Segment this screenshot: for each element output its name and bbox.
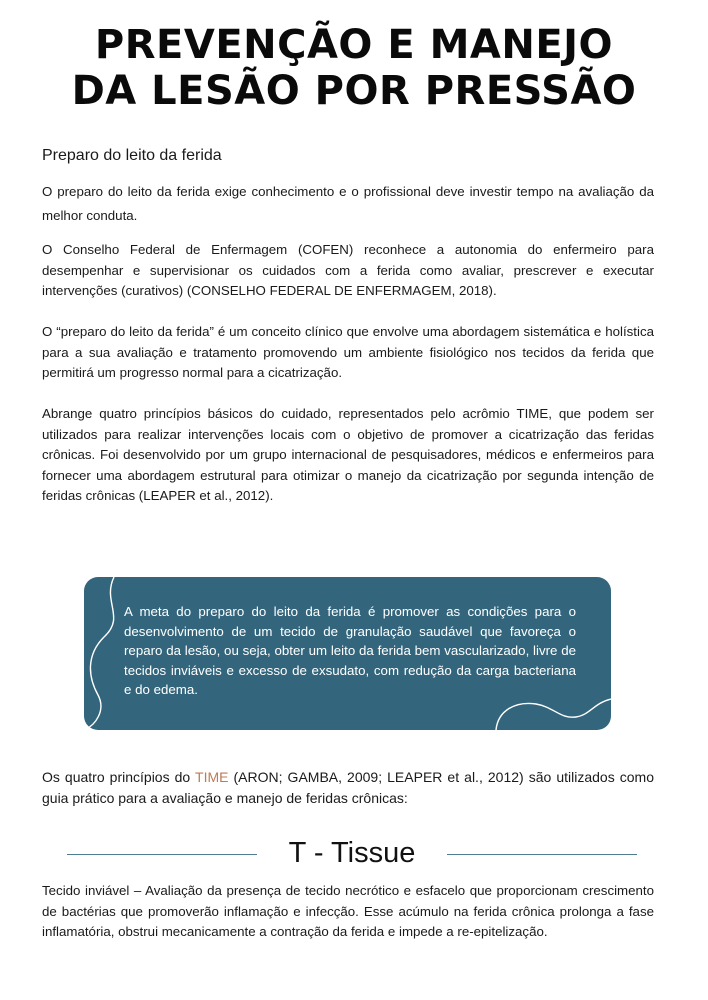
principles-intro-after: (ARON; GAMBA, 2009; LEAPER et al., 2012) são utilizados como guia prático para a avaliação e manejo de feridas crônicas: — [42, 769, 654, 806]
heading-divider-left — [67, 854, 257, 855]
page-title-line-1: PREVENÇÃO E MANEJO — [94, 22, 614, 68]
section-subheading: Preparo do leito da ferida — [42, 147, 222, 164]
page-title-line-2: DA LESÃO POR PRESSÃO — [71, 68, 637, 114]
time-highlight: TIME — [195, 769, 229, 785]
paragraph-time: Abrange quatro princípios básicos do cuidado, representados pelo acrômio TIME, que podem ser utilizados para realizar intervenções locais com o objetivo de promover a cicatrização das feridas crônicas. Foi desenvolvido por um grupo internacional de pesquisadores, médicos e enfermeiros para fornecer uma abordagem estrutural para otimizar o manejo da cicatrização por segunda intenção de feridas crônicas (LEAPER et al., 2012). — [42, 406, 654, 503]
tissue-heading: T - Tissue — [288, 837, 416, 869]
paragraph-concept: O “preparo do leito da ferida” é um conceito clínico que envolve uma abordagem sistemática e holística para a sua avaliação e tratamento promovendo um ambiente fisiológico nos tecidos da ferida que permitirá um progresso normal para a cicatrização. — [42, 324, 654, 380]
principles-intro — [42, 767, 654, 809]
tissue-paragraph: Tecido inviável – Avaliação da presença de tecido necrótico e esfacelo que proporcionam crescimento de bactérias que promoverão inflamação e infecção. Esse acúmulo na ferida crônica prolonga a fase inflamatória, obstrui mecanicamente a contração da ferida e impede a re-epitelização. — [42, 883, 654, 939]
page-title — [0, 22, 708, 114]
goal-callout-box — [84, 577, 611, 730]
goal-callout-text: A meta do preparo do leito da ferida é promover as condições para o desenvolvimento de um tecido de granulação saudável que favoreça o reparo da lesão, ou seja, obter um leito da ferida bem vascularizado, livre de tecidos inviáveis e excesso de exsudato, com redução da carga bacteriana e do edema. — [124, 604, 576, 698]
paragraph-cofen: O Conselho Federal de Enfermagem (COFEN) reconhece a autonomia do enfermeiro para desempenhar e supervisionar os cuidados com a ferida como avaliar, prescrever e executar intervenções (curativos) (CONSELHO FEDERAL DE ENFERMAGEM, 2018). — [42, 242, 654, 298]
heading-divider-right — [447, 854, 637, 855]
paragraph-intro: O preparo do leito da ferida exige conhecimento e o profissional deve investir tempo na avaliação da melhor conduta. — [42, 184, 654, 223]
principles-intro-before: Os quatro princípios do — [42, 769, 196, 785]
